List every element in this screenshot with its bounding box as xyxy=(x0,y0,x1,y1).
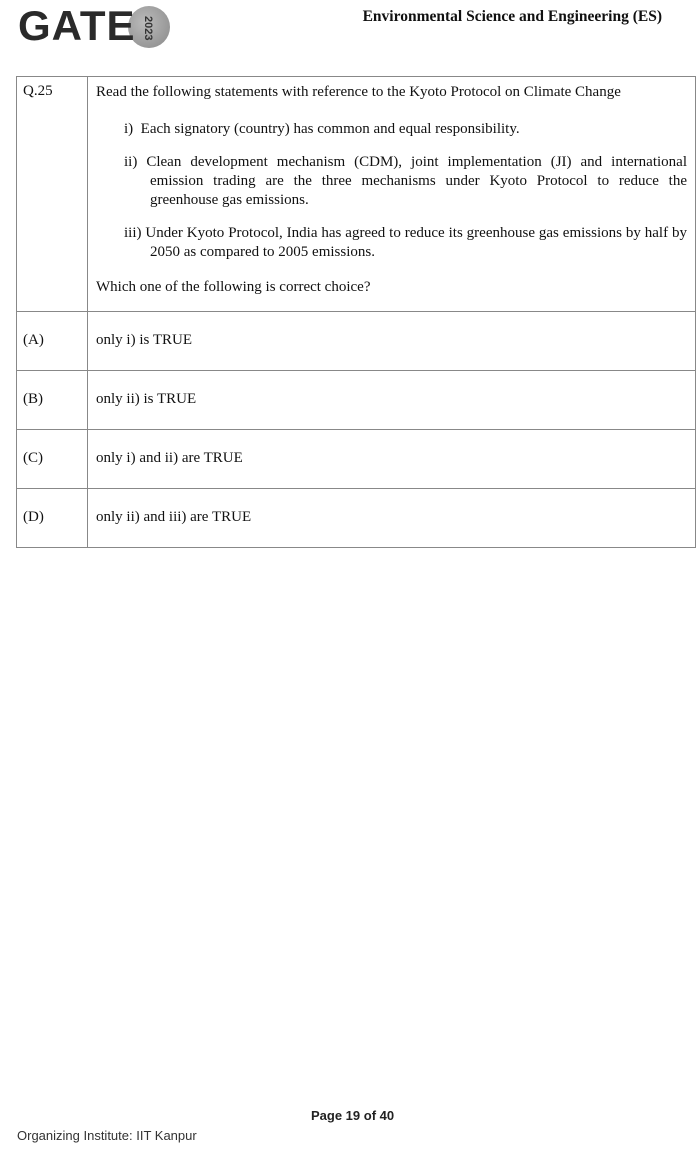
statement-3: iii) Under Kyoto Protocol, India has agreed to reduce its greenhouse gas emissions by half by 2050 as compared to 2005 emissions. xyxy=(124,225,687,260)
option-label: (A) xyxy=(17,312,88,371)
option-text: only i) and ii) are TRUE xyxy=(88,430,696,489)
option-label: (B) xyxy=(17,371,88,430)
option-label: (D) xyxy=(17,489,88,548)
question-table xyxy=(16,76,696,548)
statement-1: i) Each signatory (country) has common and equal responsibility. xyxy=(124,121,520,137)
statement-2: ii) Clean development mechanism (CDM), joint implementation (JI) and international emission trading are the three mechanisms under Kyoto Protocol to reduce the greenhouse gas emissions. xyxy=(124,154,687,208)
option-text: only ii) is TRUE xyxy=(88,371,696,430)
option-c xyxy=(17,430,696,489)
option-text: only ii) and iii) are TRUE xyxy=(88,489,696,548)
page-number: Page 19 of 40 xyxy=(311,1108,395,1123)
subject-title: Environmental Science and Engineering (ES) xyxy=(362,8,662,25)
logo-year: 2023 xyxy=(142,16,154,41)
question-row xyxy=(17,77,696,312)
option-text: only i) is TRUE xyxy=(88,312,696,371)
option-a xyxy=(17,312,696,371)
logo-text: GATE xyxy=(18,2,136,49)
option-b xyxy=(17,371,696,430)
option-label: (C) xyxy=(17,430,88,489)
gate-logo xyxy=(18,4,178,48)
question-number: Q.25 xyxy=(17,77,88,312)
question-ask: Which one of the following is correct choice? xyxy=(96,279,371,295)
question-body xyxy=(88,77,696,312)
option-d xyxy=(17,489,696,548)
question-stem: Read the following statements with reference to the Kyoto Protocol on Climate Change xyxy=(96,84,621,100)
organizer: Organizing Institute: IIT Kanpur xyxy=(17,1128,197,1143)
